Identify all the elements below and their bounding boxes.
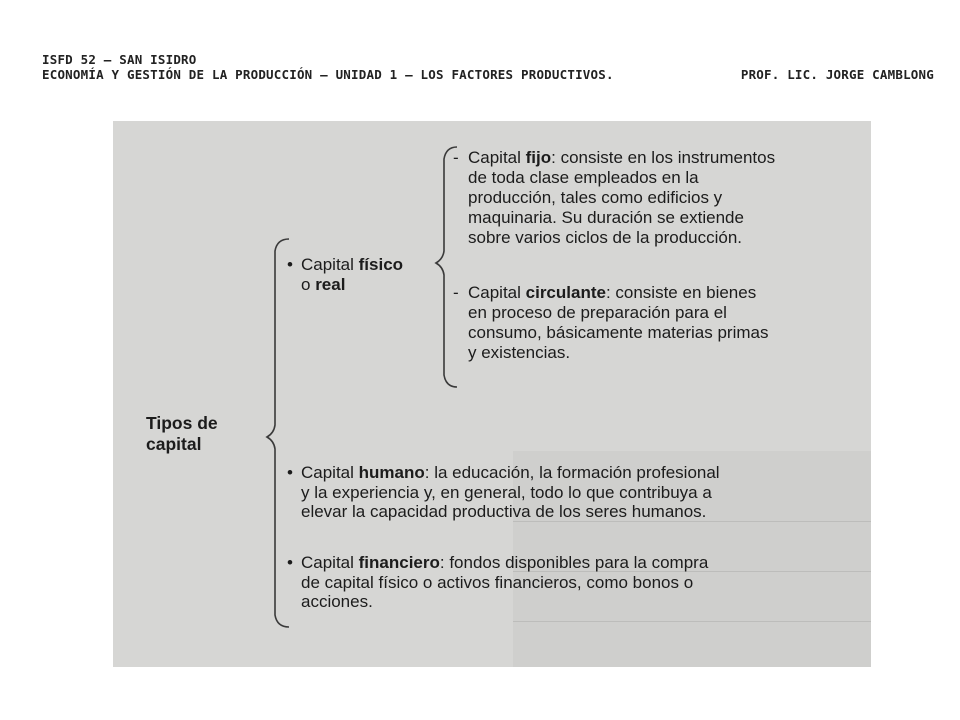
sub-dash: - (453, 148, 459, 167)
item-capital-fisico: Capital físico o real (301, 255, 404, 294)
header-professor: PROF. LIC. JORGE CAMBLONG (740, 67, 934, 82)
diagram-title (146, 413, 256, 455)
item-capital-humano: Capital humano: la educación, la formación profesional y la experiencia y, en general, todo lo que contribuya a elevar la capacidad productiva de los seres humanos. (301, 463, 720, 521)
main-brace (267, 239, 289, 627)
bullet-marker: • (287, 463, 293, 482)
bullet-marker: • (287, 255, 293, 274)
bullet-marker: • (287, 553, 293, 572)
header-course: ECONOMÍA Y GESTIÓN DE LA PRODUCCIÓN – UNIDAD 1 – LOS FACTORES PRODUCTIVOS. (42, 67, 614, 82)
scanned-page-image (113, 121, 871, 667)
slide-header (42, 52, 934, 82)
header-institution: ISFD 52 – SAN ISIDRO (42, 52, 197, 67)
sub-dash: - (453, 283, 459, 302)
sub-item-capital-circulante: Capital circulante: consiste en bienes en proceso de preparación para el consumo, básicamente materias primas y existencias. (468, 283, 769, 362)
item-capital-financiero: Capital financiero: fondos disponibles para la compra de capital físico o activos financieros, como bonos o acciones. (301, 553, 709, 611)
header-subtitle-row (42, 67, 934, 82)
title-line-2: capital (146, 434, 202, 454)
sub-item-capital-fijo: Capital fijo: consiste en los instrumentos de toda clase empleados en la producción, tales como edificios y maquinaria. Su duración se extiende sobre varios ciclos de la producción. (468, 148, 776, 247)
title-line-1: Tipos de (146, 413, 218, 433)
